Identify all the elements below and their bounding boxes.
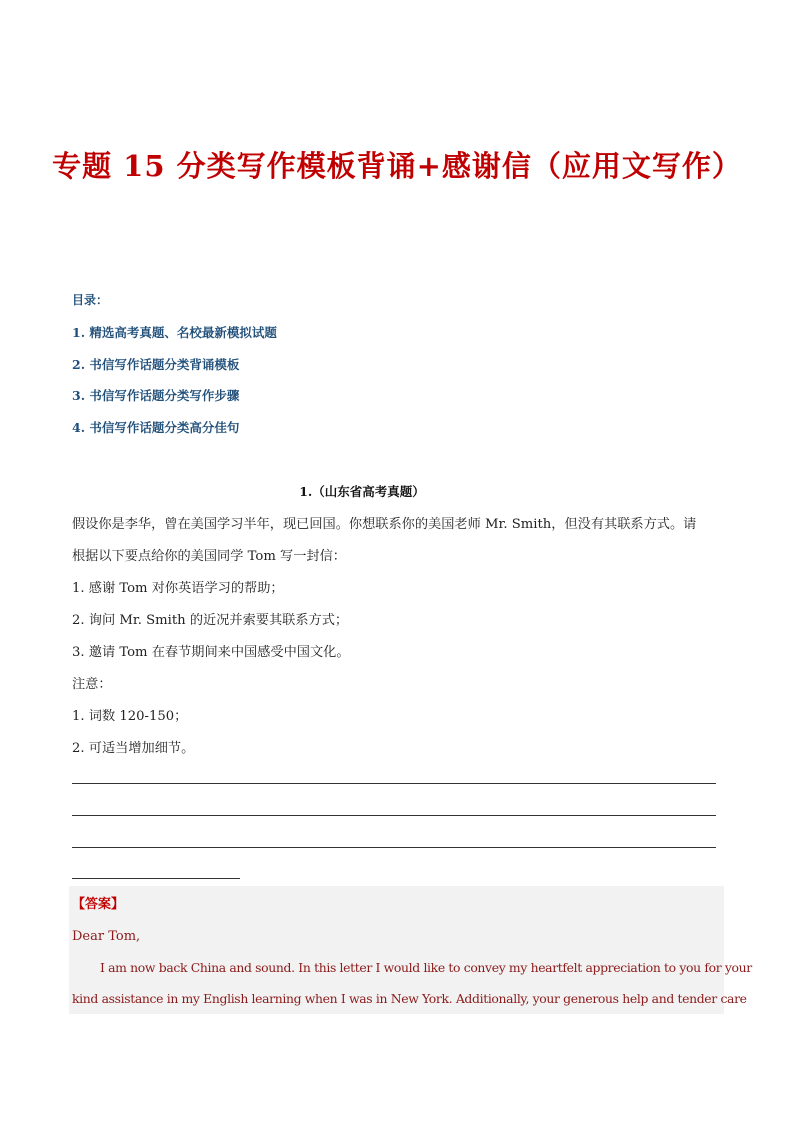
toc-label: 目录： [72,293,109,307]
document-title: 专题 15 分类写作模板背诵+感谢信（应用文写作） [52,149,742,183]
answer-line-1: I am now back China and sound. In this letter I would like to convey my heartfelt appreciation to you for your [100,960,752,975]
prompt-point-2: 2. 询问 Mr. Smith 的近况并索要其联系方式； [72,613,349,628]
question-heading: 1.（山东省高考真题） [299,484,425,499]
toc-item-4[interactable]: 4. 书信写作话题分类高分佳句 [72,420,240,435]
prompt-point-1: 1. 感谢 Tom 对你英语学习的帮助； [72,581,284,596]
toc-item-1[interactable]: 1. 精选高考真题、名校最新模拟试题 [72,325,277,340]
note-1: 1. 词数 120-150； [72,709,188,724]
notes-label: 注意： [72,677,112,692]
prompt-line-1: 假设你是李华，曾在美国学习半年，现已回国。你想联系你的美国老师 Mr. Smith，但没有其联系方式。请 [72,517,697,532]
answer-greeting: Dear Tom, [72,929,141,944]
note-2: 2. 可适当增加细节。 [72,741,195,756]
answer-blank-line-1 [72,783,716,784]
toc-item-2[interactable]: 2. 书信写作话题分类背诵模板 [72,357,240,372]
toc-item-3[interactable]: 3. 书信写作话题分类写作步骤 [72,388,240,403]
prompt-line-2: 根据以下要点给你的美国同学 Tom 写一封信： [72,549,346,564]
answer-blank-line-3 [72,847,716,848]
answer-line-2: kind assistance in my English learning when I was in New York. Additionally, your generous help and tender care [72,991,747,1006]
answer-label: 【答案】 [72,897,125,912]
answer-blank-line-4 [72,878,240,879]
prompt-point-3: 3. 邀请 Tom 在春节期间来中国感受中国文化。 [72,645,350,660]
answer-blank-line-2 [72,815,716,816]
